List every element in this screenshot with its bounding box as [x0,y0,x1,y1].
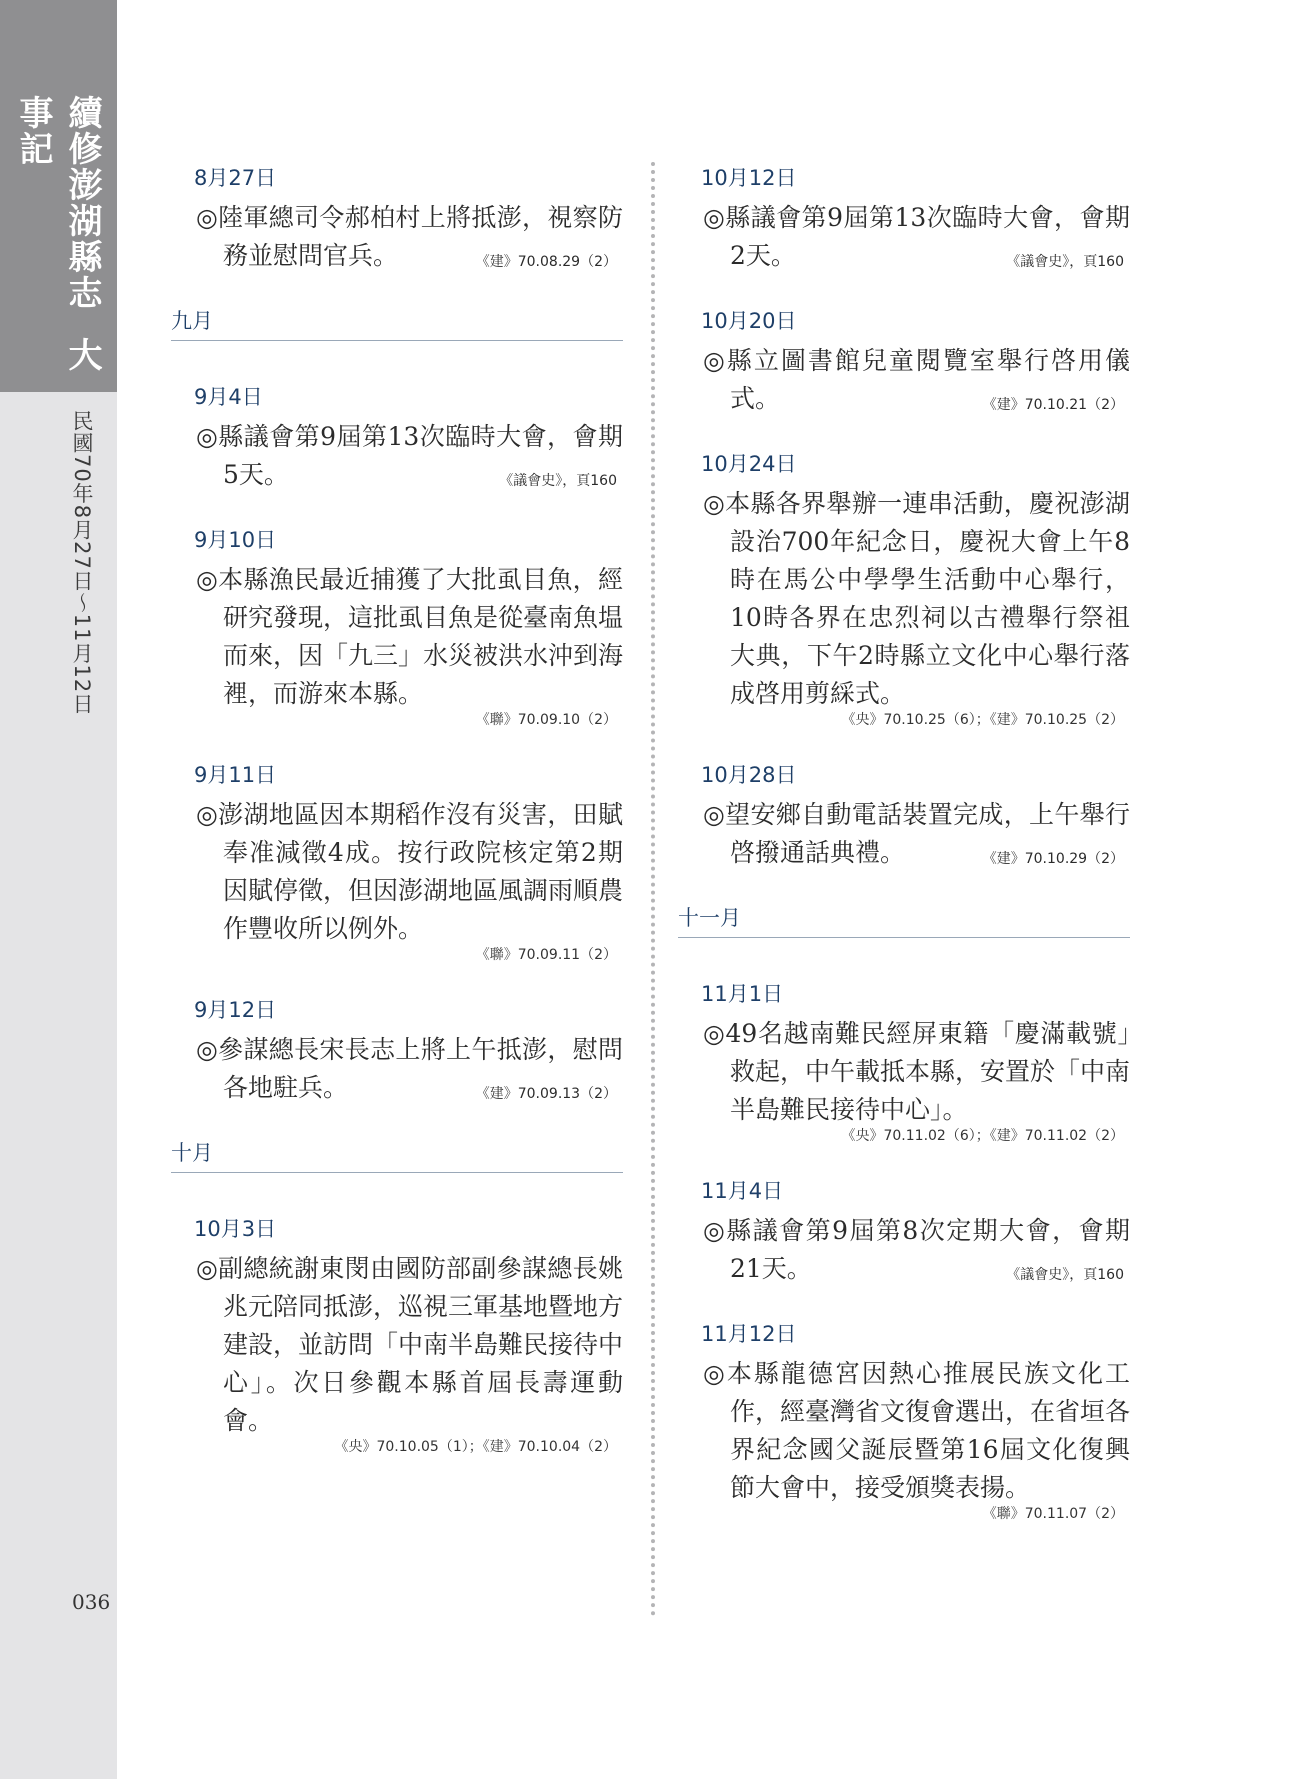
entry-date: 9月11日 [194,763,277,787]
entry-sep4 [168,381,623,494]
entry-source: 《建》70.09.13（2） [475,1086,617,1102]
month-heading-nov: 十一月 [678,902,1130,938]
entry-date: 11月4日 [701,1179,784,1203]
entry-date: 10月28日 [701,763,797,787]
month-heading-oct: 十月 [171,1137,623,1173]
entry-text: ◎49名越南難民經屏東籍「慶滿載號」救起，中午載抵本縣，安置於「中南半島難民接待中心」。 [703,1019,1131,1124]
entry-source: 《建》70.10.21（2） [982,397,1124,413]
entry-aug27 [168,162,623,275]
entry-text: ◎澎湖地區因本期稻作沒有災害，田賦奉准減徵4成。按行政院核定第2期因賦停徵，但因澎湖地區風調雨順農作豐收所以例外。 [196,800,624,943]
entry-text-content: ◎縣立圖書館兒童閱覽室舉行啓用儀式。 [703,346,1130,413]
entry-text-content: ◎陸軍總司令郝柏村上將抵澎，視察防務並慰問官兵。 [196,203,623,270]
entry-source: 《議會史》，頁160 [1006,254,1124,270]
entry-text: ◎本縣漁民最近捕獲了大批虱目魚，經研究發現，這批虱目魚是從臺南魚塭而來，因「九三」水災被洪水沖到海裡，而游來本縣。 [196,565,624,708]
entry-text-content: ◎縣議會第9屆第13次臨時大會，會期5天。 [196,422,623,489]
entry-source: 《聯》70.11.07（2） [982,1506,1124,1522]
entry-date: 8月27日 [194,166,277,190]
entry-sep10 [168,524,623,729]
entry-nov12 [675,1318,1130,1523]
entry-text [703,796,1130,872]
entry-oct20 [675,305,1130,418]
entry-source: 《聯》70.09.11（2） [475,947,617,963]
entry-source: 《央》70.10.05（1）；《建》70.10.04（2） [334,1439,617,1455]
entry-text-content: ◎縣議會第9屆第13次臨時大會，會期2天。 [703,203,1130,270]
page-number: 036 [72,1590,111,1614]
book-title [9,95,107,392]
entry-source: 《聯》70.09.10（2） [475,712,617,728]
column-divider [651,162,655,1617]
entry-source: 《議會史》，頁160 [1006,1267,1124,1283]
entry-date: 10月12日 [701,166,797,190]
entry-oct12 [675,162,1130,275]
entry-source: 《建》70.08.29（2） [475,254,617,270]
entry-sep11 [168,759,623,964]
book-title-part2: 大事記 [13,95,102,373]
entry-source: 《央》70.11.02（6）；《建》70.11.02（2） [841,1128,1124,1144]
entry-oct3 [168,1213,623,1456]
entry-text [703,199,1130,275]
entry-source: 《議會史》，頁160 [499,473,617,489]
entry-source: 《央》70.10.25（6）；《建》70.10.25（2） [841,712,1124,728]
entry-text-content: ◎縣議會第9屆第8次定期大會，會期21天。 [703,1216,1130,1283]
book-title-part1: 續修澎湖縣志 [62,95,102,311]
date-range-subtitle: 民國70年8月27日～11月12日 [70,410,94,716]
entry-text [196,1031,623,1107]
entry-text [196,199,623,275]
entry-date: 9月12日 [194,998,277,1022]
entry-nov1 [675,978,1130,1145]
entry-text [196,418,623,494]
entry-date: 10月3日 [194,1217,277,1241]
entry-date: 10月24日 [701,452,797,476]
entry-text-content: ◎參謀總長宋長志上將上午抵澎，慰問各地駐兵。 [196,1035,623,1102]
month-heading-sep: 九月 [171,305,623,341]
entry-text: ◎本縣各界舉辦一連串活動，慶祝澎湖設治700年紀念日，慶祝大會上午8時在馬公中學學生活動中心舉行，10時各界在忠烈祠以古禮舉行祭祖大典，下午2時縣立文化中心舉行落成啓用剪綵式。 [703,489,1130,708]
right-column [675,162,1130,1553]
entry-date: 9月4日 [194,385,263,409]
entry-text: ◎本縣龍德宮因熱心推展民族文化工作，經臺灣省文復會選出，在省垣各界紀念國父誕辰暨第16屆文化復興節大會中，接受頒獎表揚。 [703,1359,1131,1502]
entry-oct28 [675,759,1130,872]
entry-nov4 [675,1175,1130,1288]
entry-text [703,1212,1130,1288]
sidebar-title-block [0,0,117,392]
entry-sep12 [168,994,623,1107]
entry-date: 9月10日 [194,528,277,552]
sidebar [0,0,117,1779]
entry-text: ◎副總統謝東閔由國防部副參謀總長姚兆元陪同抵澎，巡視三軍基地暨地方建設，並訪問「中南半島難民接待中心」。次日參觀本縣首屆長壽運動會。 [196,1254,624,1435]
entry-source: 《建》70.10.29（2） [982,851,1124,867]
left-column [168,162,623,1486]
entry-text-content: ◎望安鄉自動電話裝置完成，上午舉行啓撥通話典禮。 [703,800,1130,867]
entry-date: 10月20日 [701,309,797,333]
entry-oct24 [675,448,1130,729]
entry-date: 11月12日 [701,1322,797,1346]
entry-text [703,342,1130,418]
entry-date: 11月1日 [701,982,784,1006]
